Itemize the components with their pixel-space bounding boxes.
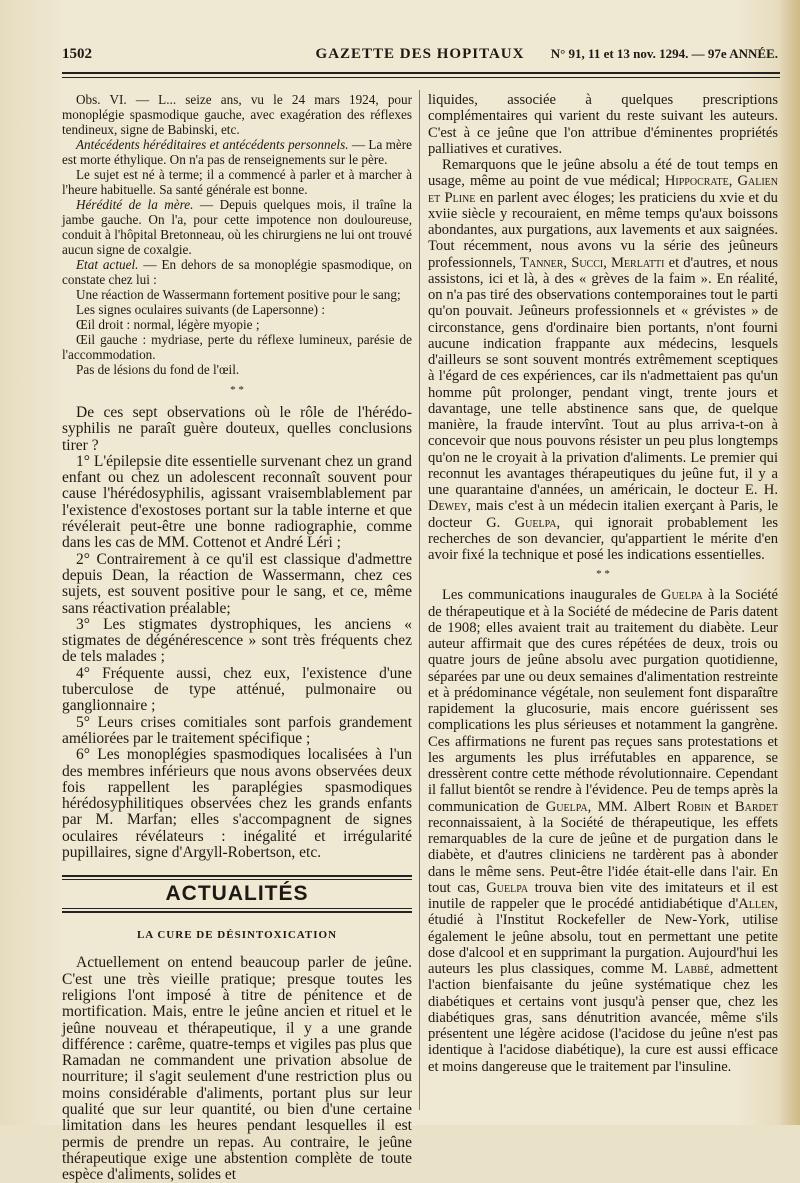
p2-text-c: et d'autres, et nous assistons, ici et là, à des « grèves de la faim ». En réalité, on n'a pas tiré des observations contemporaines tout le parti qu'on pouvait. Jeûneurs professionnels et « grévistes » de circonstance, gens d'ordinaire bien portants, n'ont fourni aucune indication frappante aux médecins, lesquels d'ailleurs se sont souvent montrés extrêmement sceptiques à l'égard de ces expériences, car ils n'admettaient pas qu'un homme pût prolonger, pendant vingt, trente jours et davantage, une telle abstinence sans que, de quelque manière, la fraude intervînt. Tout au plus arriva-t-on à concevoir que nous pouvons résister un peu plus longtemps qu'on ne le croyait à la privation d'aliments. Le premier qui reconnut les avantages thérapeutiques du jeûne fut, il y a une quarantaine d'années, un américain, le docteur E. H. [428,254,779,498]
case-left-eye: Œil gauche : mydriase, perte du réflexe lumineux, parésie de l'accommodation. [62,332,412,362]
case-birth: Le sujet est né à terme; il a commencé à parler et à marcher à l'heure habituelle. Sa santé générale est bonne. [62,167,412,197]
actualites-rule-top [62,875,412,880]
header-rule-thin [62,77,780,78]
p2-text-e: , qui ignorait probablement les recherches de son devancier, qu'appartient le mérite d'en avoir fixé la technique et posé les indications essentielles. [428,514,778,563]
case-right-eye: Œil droit : normal, légère myopie ; [76,317,260,332]
p3-name-bardet: Bardet [734,798,778,815]
actualites-rule-bottom [62,908,412,913]
journal-title: GAZETTE DES HOPITAUX [315,46,525,62]
p3-text-e: reconnaissaient, à la Société de thérapeutique, les effets remarquables de la cure de jeûne et de purgation dans le diabète, et d'autres cliniciens ne tardèrent pas à abonder dans le même sens. Peut-être l'idée était-elle dans l'air. En tout cas, [428,814,778,896]
case-report [62,92,412,377]
p2-text-a: Remarquons que le jeûne absolu a été de tout temps en usage, même au point de vue médical; [428,157,778,190]
section-title: ACTUALITÉS [165,882,309,906]
p2-text-d: , mais c'est à un médecin italien exerçant à Paris, le docteur G. [428,498,778,531]
p3-text-a: Les communications inaugurales de [442,587,661,604]
page-edge-shadow [778,0,800,1125]
current-text: — En dehors de sa monoplégie spasmodique, on constate chez lui : [62,257,412,287]
p3-text-f: trouva bien vite des imitateurs et il est inutile de rappeler que le procédé antidiabétique d' [428,879,778,912]
section-separator: * * [230,384,244,396]
antecedents-text: — La mère est morte éthylique. On n'a pas de renseignements sur le père. [62,137,413,167]
article-paragraph: Actuellement on entend beaucoup parler de jeûne. C'est une très vieille pratique; presque toutes les religions l'ont imposé à titre de pénitence et de mortification. Mais, entre le jeûne ancien et rituel et le jeûne nouveau et thérapeutique, il y a une grande différence : carême, quatre-temps et vigiles pas plus que Ramadan ne commandent une privation absolue de nourriture; il s'agit seulement d'une restriction plus ou moins considérable d'aliments, portant plus sur leur qualité que sur leur quantité, ou bien d'une certaine limitation dans les heures pendant lesquelles il est permis de prendre un repas. Au contraire, le jeûne thérapeutique exige une abstention complète de toute espèce d'aliments, solides et [62,954,412,1183]
conclusion-6: 6° Les monoplégies spasmodiques localisées à l'un des membres inférieurs que nous avons observées deux fois rappellent les paraplégies spasmodiques hérédosyphilitiques observées chez les grands enfants par M. Marfan; elles s'accompagnent de signes oculaires révélateurs : inégalité et irrégularité pupillaires, signe d'Argyll-Robertson, etc. [62,746,412,862]
p3-text-d: et [711,798,735,815]
p2-name-dewey: Dewey [428,498,468,515]
p3-name-robin: Robin [677,798,712,815]
article-title: LA CURE DE DÉSINTOXICATION [136,929,338,942]
right-paragraph-2 [428,157,778,563]
heredity-label: Hérédité de la mère. [76,197,194,212]
left-column [62,92,412,1183]
p2-names-fasters: Tanner, Succi, Merlatti [520,254,665,271]
antecedents-label: Antécédents héréditaires et antécédents personnels. [76,137,349,152]
right-separator: * * [596,568,610,581]
case-heredity [62,197,412,257]
page-number: 1502 [62,46,92,62]
right-paragraph-1: liquides, associée à quelques prescriptions complémentaires qui varient du reste suivant les auteurs. C'est à ce jeûne que l'on attribue d'éminentes propriétés palliatives et curatives. [428,92,778,157]
conclusion-5: 5° Leurs crises comitiales sont parfois grandement améliorées par le traitement spécifique ; [62,713,412,747]
header-rule-thick [62,72,780,74]
article-body [62,955,412,1183]
conclusion-3: 3° Les stigmates dystrophiques, les anciens « stigmates de dégénérescence » sont très fréquents chez de tels malades ; [62,615,412,666]
column-divider [419,90,420,1110]
right-column [428,92,778,1075]
conclusion-4: 4° Fréquente aussi, chez eux, l'existence d'une tuberculose de type atténué, pulmonaire ou ganglionnaire ; [62,664,412,715]
case-wassermann: Une réaction de Wassermann fortement positive pour le sang; [76,287,401,302]
p3-text-c: , MM. Albert [587,798,678,815]
heredity-text: — Depuis quelques mois, il traîne la jambe gauche. On l'a, pour cette impotence non douloureuse, conduit à l'hôpital Bretonneau, où les chirurgiens ne lui ont trouvé aucun signe de coxalgie. [62,197,412,257]
case-current-state [62,257,412,287]
conclusion-2: 2° Contrairement à ce qu'il est classique d'admettre depuis Dean, la réaction de Wassermann, chez ces sujets, est souvent positive pour le sang, et ce, même sans réactivation préalable; [62,550,412,617]
p2-text-b: en parlent avec éloges; les praticiens du xvie et du xviie siècle y recouraient, en même temps qu'aux boissons abondantes, aux purgations, aux lavements et aux saignées. Tout récemment, nous avons vu la série des jeûneurs professionnels, [428,189,778,271]
current-label: Etat actuel. [76,257,139,272]
issue-info: N° 91, 11 et 13 nov. 1294. — 97e ANNÉE. [550,46,778,61]
p3-text-h: , admettent l'action bienfaisante du jeûne systématique chez les diabétiques et certains vont jusqu'à penser que, chez les diabétiques gras, sans dénutrition avancée, même s'ils présentent une légère acidose (l'acidose du jeûne n'est pas identique à l'acidose diabétique), la cure est aussi efficace et moins dangereuse que le traitement par l'insuline. [428,961,778,1075]
case-fundus: Pas de lésions du fond de l'œil. [76,362,240,377]
p2-name-guelpa: Guelpa [514,514,557,531]
p2-names-ancients: Hippocrate, Galien et Pline [428,173,779,206]
p3-name-allen: Allen [738,896,775,912]
p3-name-1: Guelpa [660,587,703,604]
case-observation: Obs. VI. — L... seize ans, vu le 24 mars 1924, pour monoplégie spasmodique gauche, avec exagération des réflexes tendineux, signe de Babinski, etc. [62,92,412,137]
conclusion-1: 1° L'épilepsie dite essentielle survenant chez un grand enfant ou chez un adolescent reconnaît souvent pour cause l'hérédosyphilis, agissant vraisemblablement par l'existence d'exostoses portant sur la table interne et que révélerait peut-être une bonne radiographie, comme dans les cas de MM. Cottenot et André Léri ; [62,452,412,552]
case-ocular-intro: Les signes oculaires suivants (de Lapersonne) : [76,302,326,317]
conclusion-intro: De ces sept observations où le rôle de l'hérédo-syphilis ne paraît guère douteux, quelles conclusions tirer ? [62,404,412,454]
conclusions [62,405,412,861]
page-header [62,46,778,70]
right-paragraph-3 [428,587,778,1075]
p3-name-guelpa: Guelpa [486,879,529,896]
p3-text-g: , étudié à l'Institut Rockefeller de New-York, utilise également le jeûne absolu, tout en permettant une petite dose d'alcool et en supprimant la purgation. Aujourd'hui les auteurs les plus classiques, comme M. [428,896,778,977]
p3-name-2: Guelpa [545,798,588,815]
p3-name-labbe: Labbé [674,961,710,977]
p3-text-b: à la Société de thérapeutique et à la Société de médecine de Paris datent de 1908; elles avaient trait au traitement du diabète. Leur auteur affirmait que des cures répétées de deux, trois ou quatre jours de jeûne absolu avec purgation quotidienne, séparées par une ou deux semaines d'alimentation restreinte et à prédominance végétale, non seulement font disparaître rapidement la glucosurie, mais encore guérissent ses complications les plus sérieuses et notamment la gangrène. Ces affirmations ne furent pas reçues sans protestations et les arguments les plus irréfutables en apparence, se dressèrent contre cette méthode révolutionnaire. Cependant il fallut bientôt se rendre à l'évidence. Peu de temps après la communication de [428,587,778,815]
case-antecedents [62,137,412,167]
